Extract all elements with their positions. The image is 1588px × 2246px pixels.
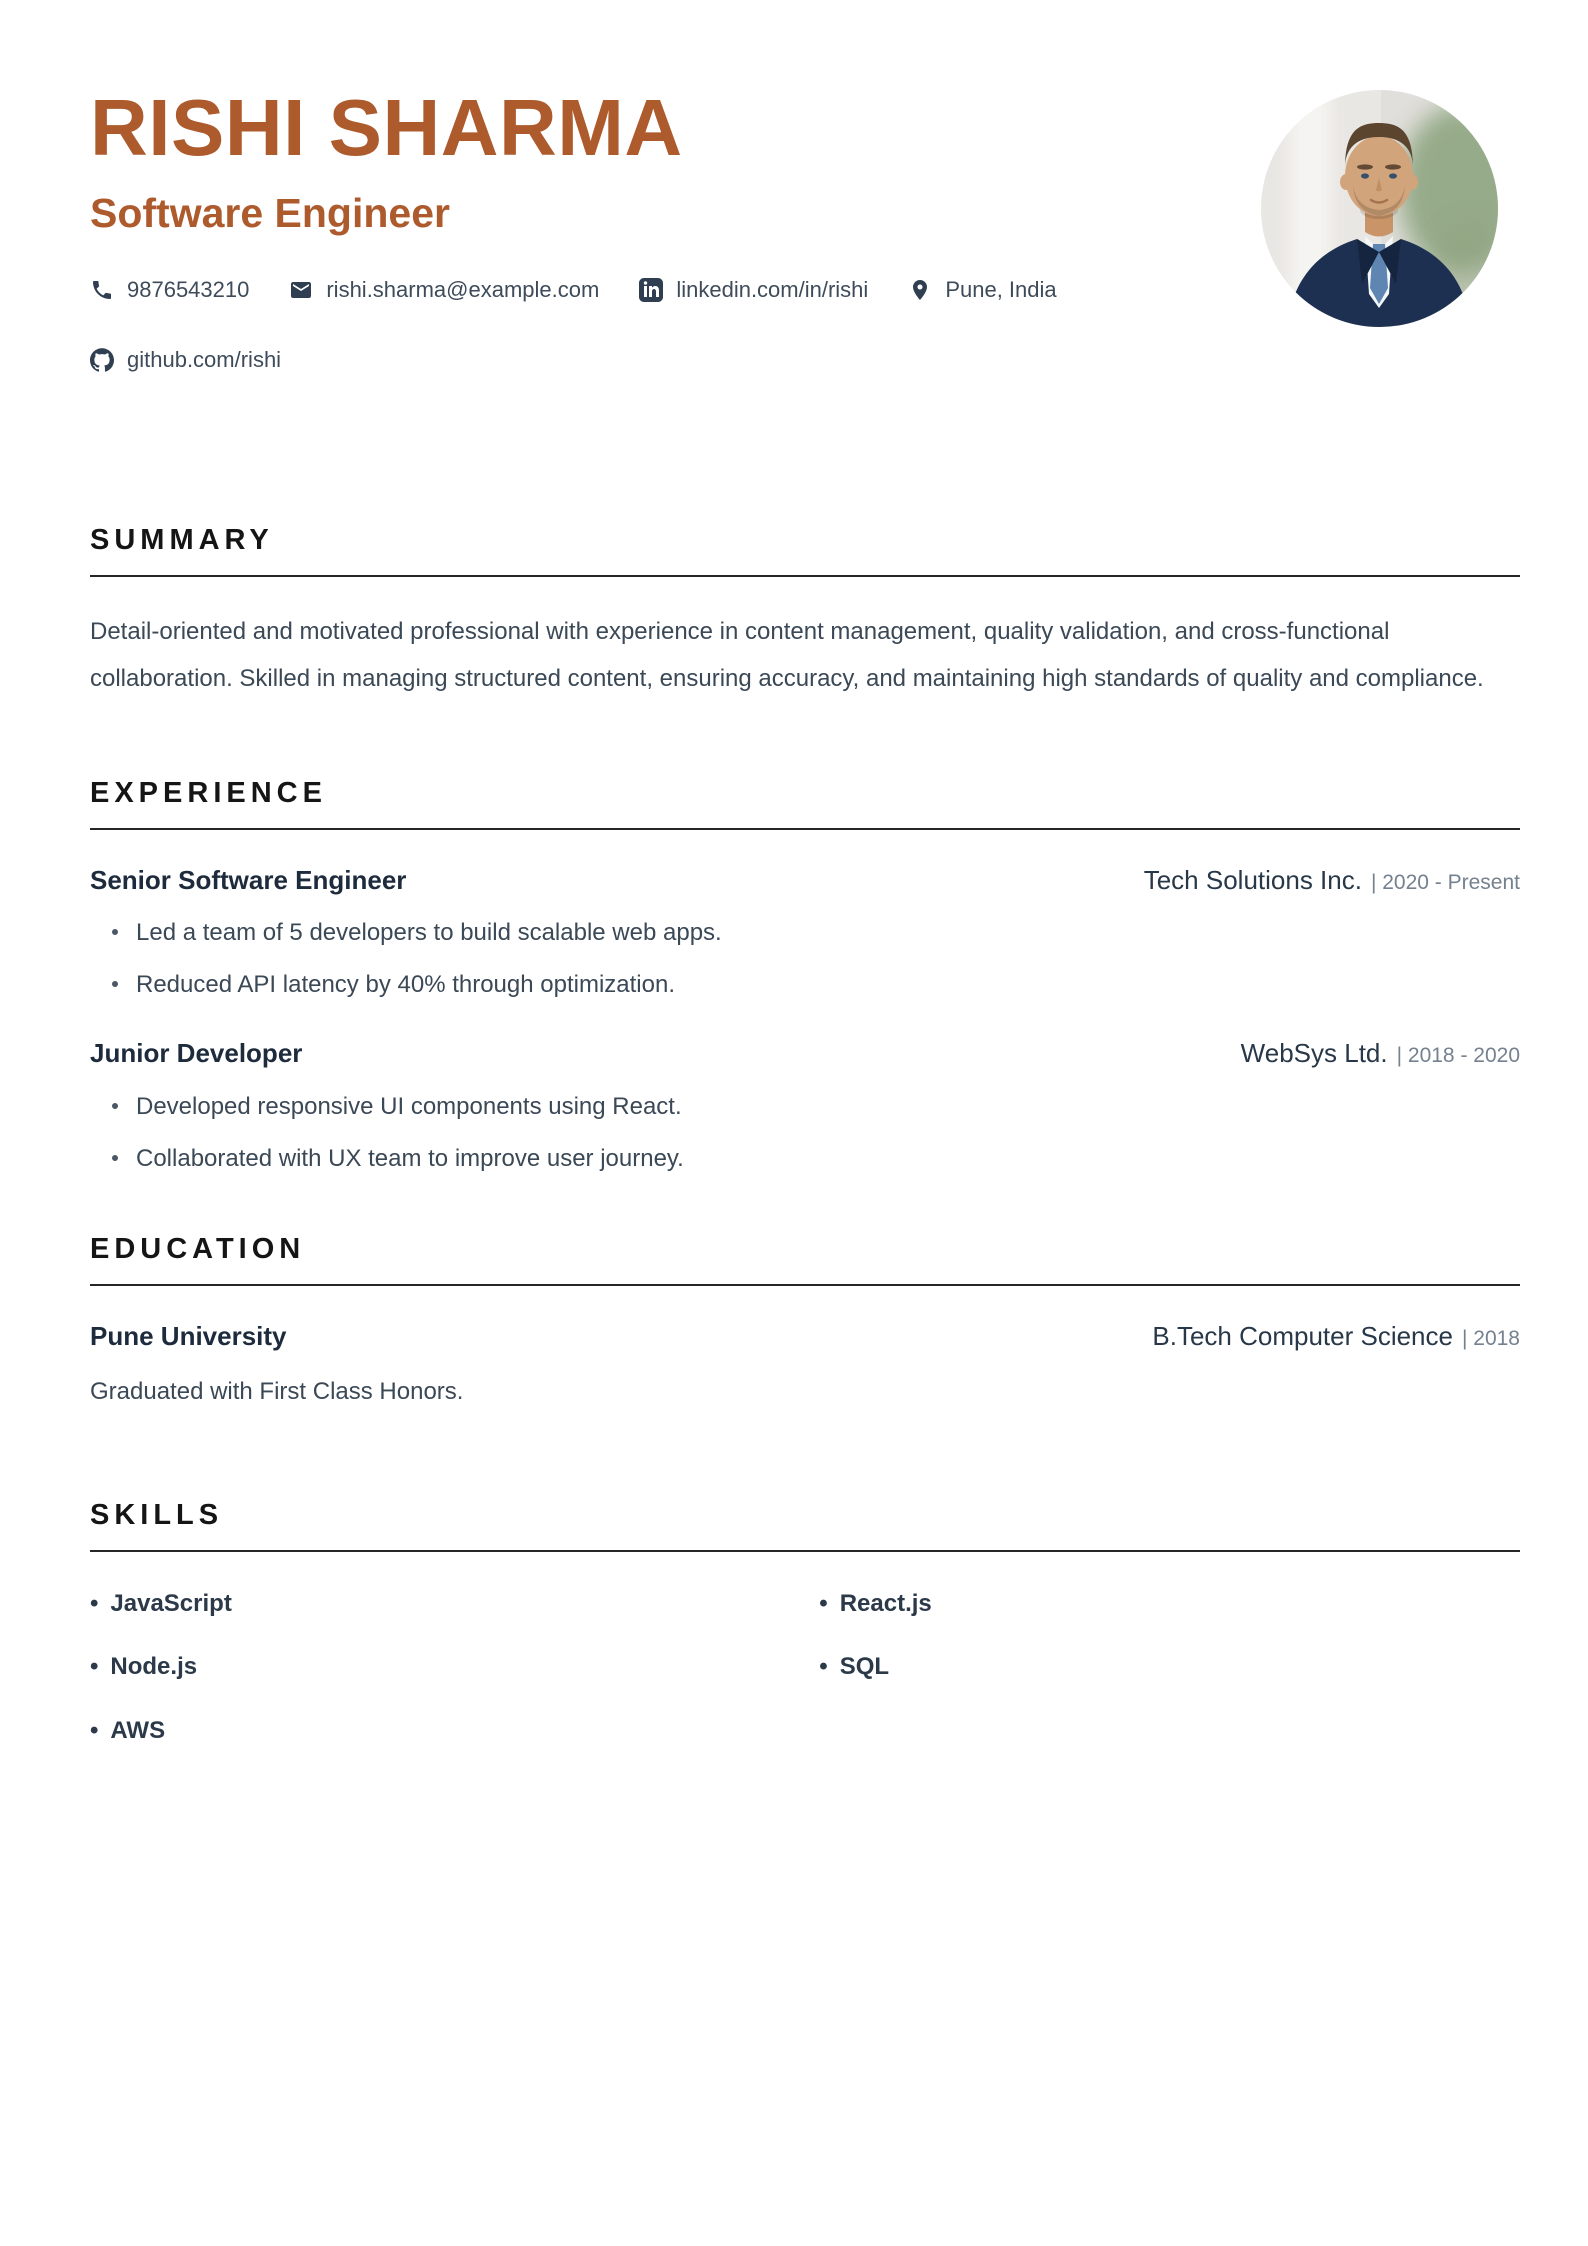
candidate-name: RISHI SHARMA [90,83,683,172]
summary-heading: SUMMARY [90,524,274,556]
education-heading: EDUCATION [90,1233,306,1266]
location-icon [908,278,932,302]
education-header [90,1320,1520,1354]
profile-photo [1261,90,1498,327]
job-company-line [1241,1037,1520,1071]
contact-phone-text: 9876543210 [127,277,250,302]
skills-list [90,1588,1520,1746]
section-skills [90,1501,1520,1746]
skill-item: • React.js [819,1588,1520,1619]
job-dates: | 2018 - 2020 [1396,1044,1520,1068]
section-experience [90,776,1520,1173]
contact-linkedin-text: linkedin.com/in/rishi [676,277,869,302]
contact-location [908,277,1056,303]
section-divider [90,828,1520,830]
skill-item: • JavaScript [90,1588,819,1619]
job-company: WebSys Ltd. [1240,1038,1388,1069]
contact-github[interactable] [90,347,281,373]
profile-photo-graphic [1261,90,1498,327]
candidate-title: Software Engineer [90,190,450,236]
job-role: Junior Developer [90,1038,303,1069]
job-bullet-list [90,1095,1520,1171]
education-degree: B.Tech Computer Science [1152,1321,1453,1352]
job-header [90,1037,1520,1071]
summary-text: Detail-oriented and motivated professional with experience in content management, quality validation, and cross-functional collaboration. Skilled in managing structured content, ensuring accuracy, and maintaining high standards of quality and compliance. [90,618,1484,692]
contact-row-2 [90,347,1520,373]
job-bullet: Collaborated with UX team to improve user journey. [112,1147,1520,1171]
linkedin-icon [639,278,663,302]
education-degree-line [1152,1320,1520,1354]
job-role: Senior Software Engineer [90,864,407,895]
job-entry [90,864,1520,998]
email-icon [289,278,313,302]
experience-heading: EXPERIENCE [90,776,327,809]
section-divider [90,575,1520,577]
section-divider [90,1284,1520,1286]
job-company: Tech Solutions Inc. [1143,864,1362,895]
education-school: Pune University [90,1321,287,1352]
job-bullet-list [90,921,1520,997]
github-icon [90,348,114,372]
job-entry [90,1037,1520,1171]
skill-item: • AWS [90,1715,819,1746]
section-divider [90,1550,1520,1552]
skills-heading: SKILLS [90,1499,224,1532]
contact-linkedin[interactable] [639,277,868,303]
contact-location-text: Pune, India [945,277,1057,302]
education-dates: | 2018 [1461,1327,1520,1351]
job-bullet: Reduced API latency by 40% through optimization. [112,973,1520,997]
skill-item: • Node.js [90,1651,819,1682]
job-bullet: Developed responsive UI components using React. [112,1095,1520,1119]
section-education [90,1235,1520,1407]
education-note: Graduated with First Class Honors. [90,1377,464,1405]
contact-phone[interactable] [90,277,249,303]
section-summary [90,526,1520,703]
phone-icon [90,278,114,302]
job-header [90,864,1520,898]
skill-item: • SQL [819,1651,1520,1682]
job-dates: | 2020 - Present [1370,870,1520,894]
job-bullet: Led a team of 5 developers to build scalable web apps. [112,921,1520,945]
contact-github-text: github.com/rishi [127,347,282,372]
contact-email-text: rishi.sharma@example.com [326,277,600,302]
contact-email[interactable] [289,277,599,303]
job-company-line [1144,864,1520,898]
